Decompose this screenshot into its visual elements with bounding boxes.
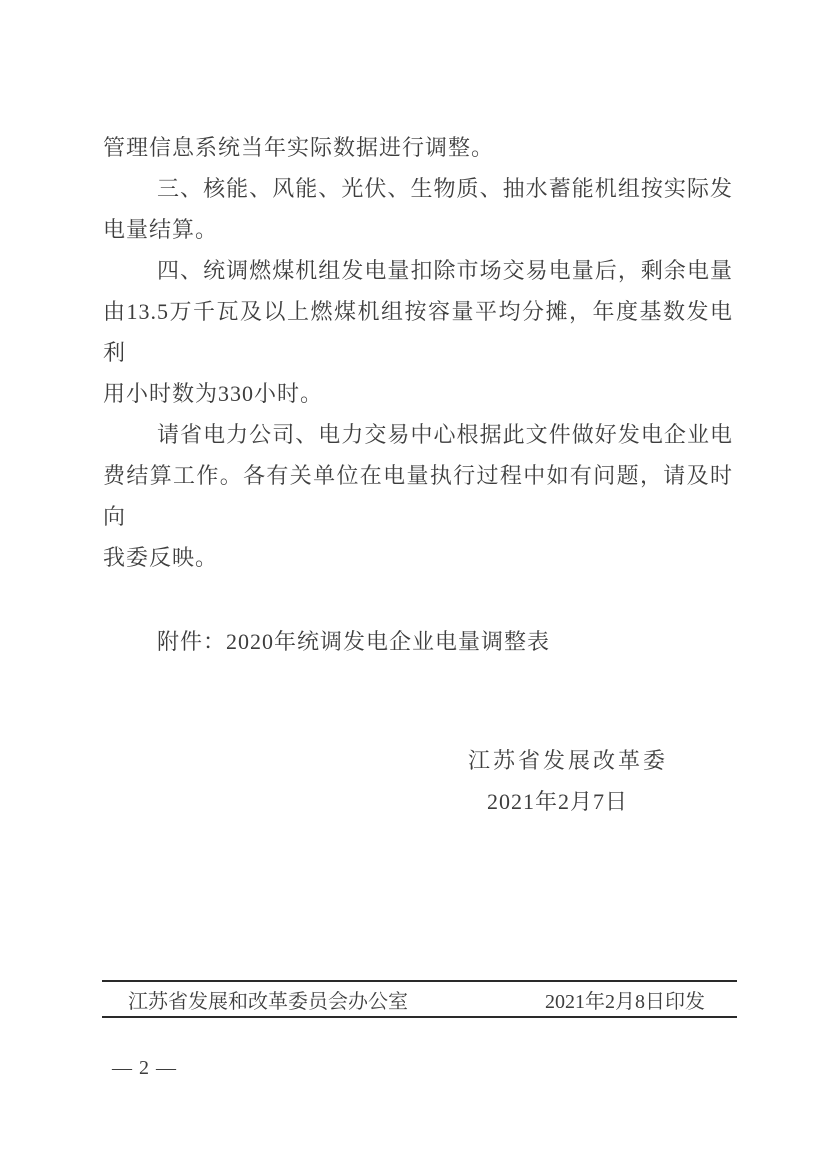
signature-agency: 江苏省发展改革委 — [467, 748, 668, 773]
paragraph-line: 三、核能、风能、光伏、生物质、抽水蓄能机组按实际发 — [157, 176, 733, 201]
footer-print-date: 2021年2月8日印发 — [545, 990, 705, 1013]
attachment-line: 附件：2020年统调发电企业电量调整表 — [157, 629, 551, 654]
paragraph-line: 由13.5万千瓦及以上燃煤机组按容量平均分摊，年度基数发电利 — [103, 299, 733, 365]
paragraph-line: 管理信息系统当年实际数据进行调整。 — [103, 135, 495, 160]
paragraph-line: 费结算工作。各有关单位在电量执行过程中如有问题，请及时向 — [103, 463, 733, 529]
document-body — [103, 127, 733, 822]
signature-date: 2021年2月7日 — [486, 789, 628, 814]
paragraph-line: 电量结算。 — [103, 217, 219, 242]
footer-bar — [102, 980, 737, 1018]
paragraph-line: 四、统调燃煤机组发电量扣除市场交易电量后，剩余电量 — [157, 258, 733, 283]
paragraph-line: 请省电力公司、电力交易中心根据此文件做好发电企业电 — [157, 422, 733, 447]
footer-issuer: 江苏省发展和改革委员会办公室 — [128, 990, 408, 1013]
paragraph-line: 我委反映。 — [103, 545, 219, 570]
page-number: — 2 — — [112, 1057, 177, 1079]
paragraph-line: 用小时数为330小时。 — [103, 381, 324, 406]
